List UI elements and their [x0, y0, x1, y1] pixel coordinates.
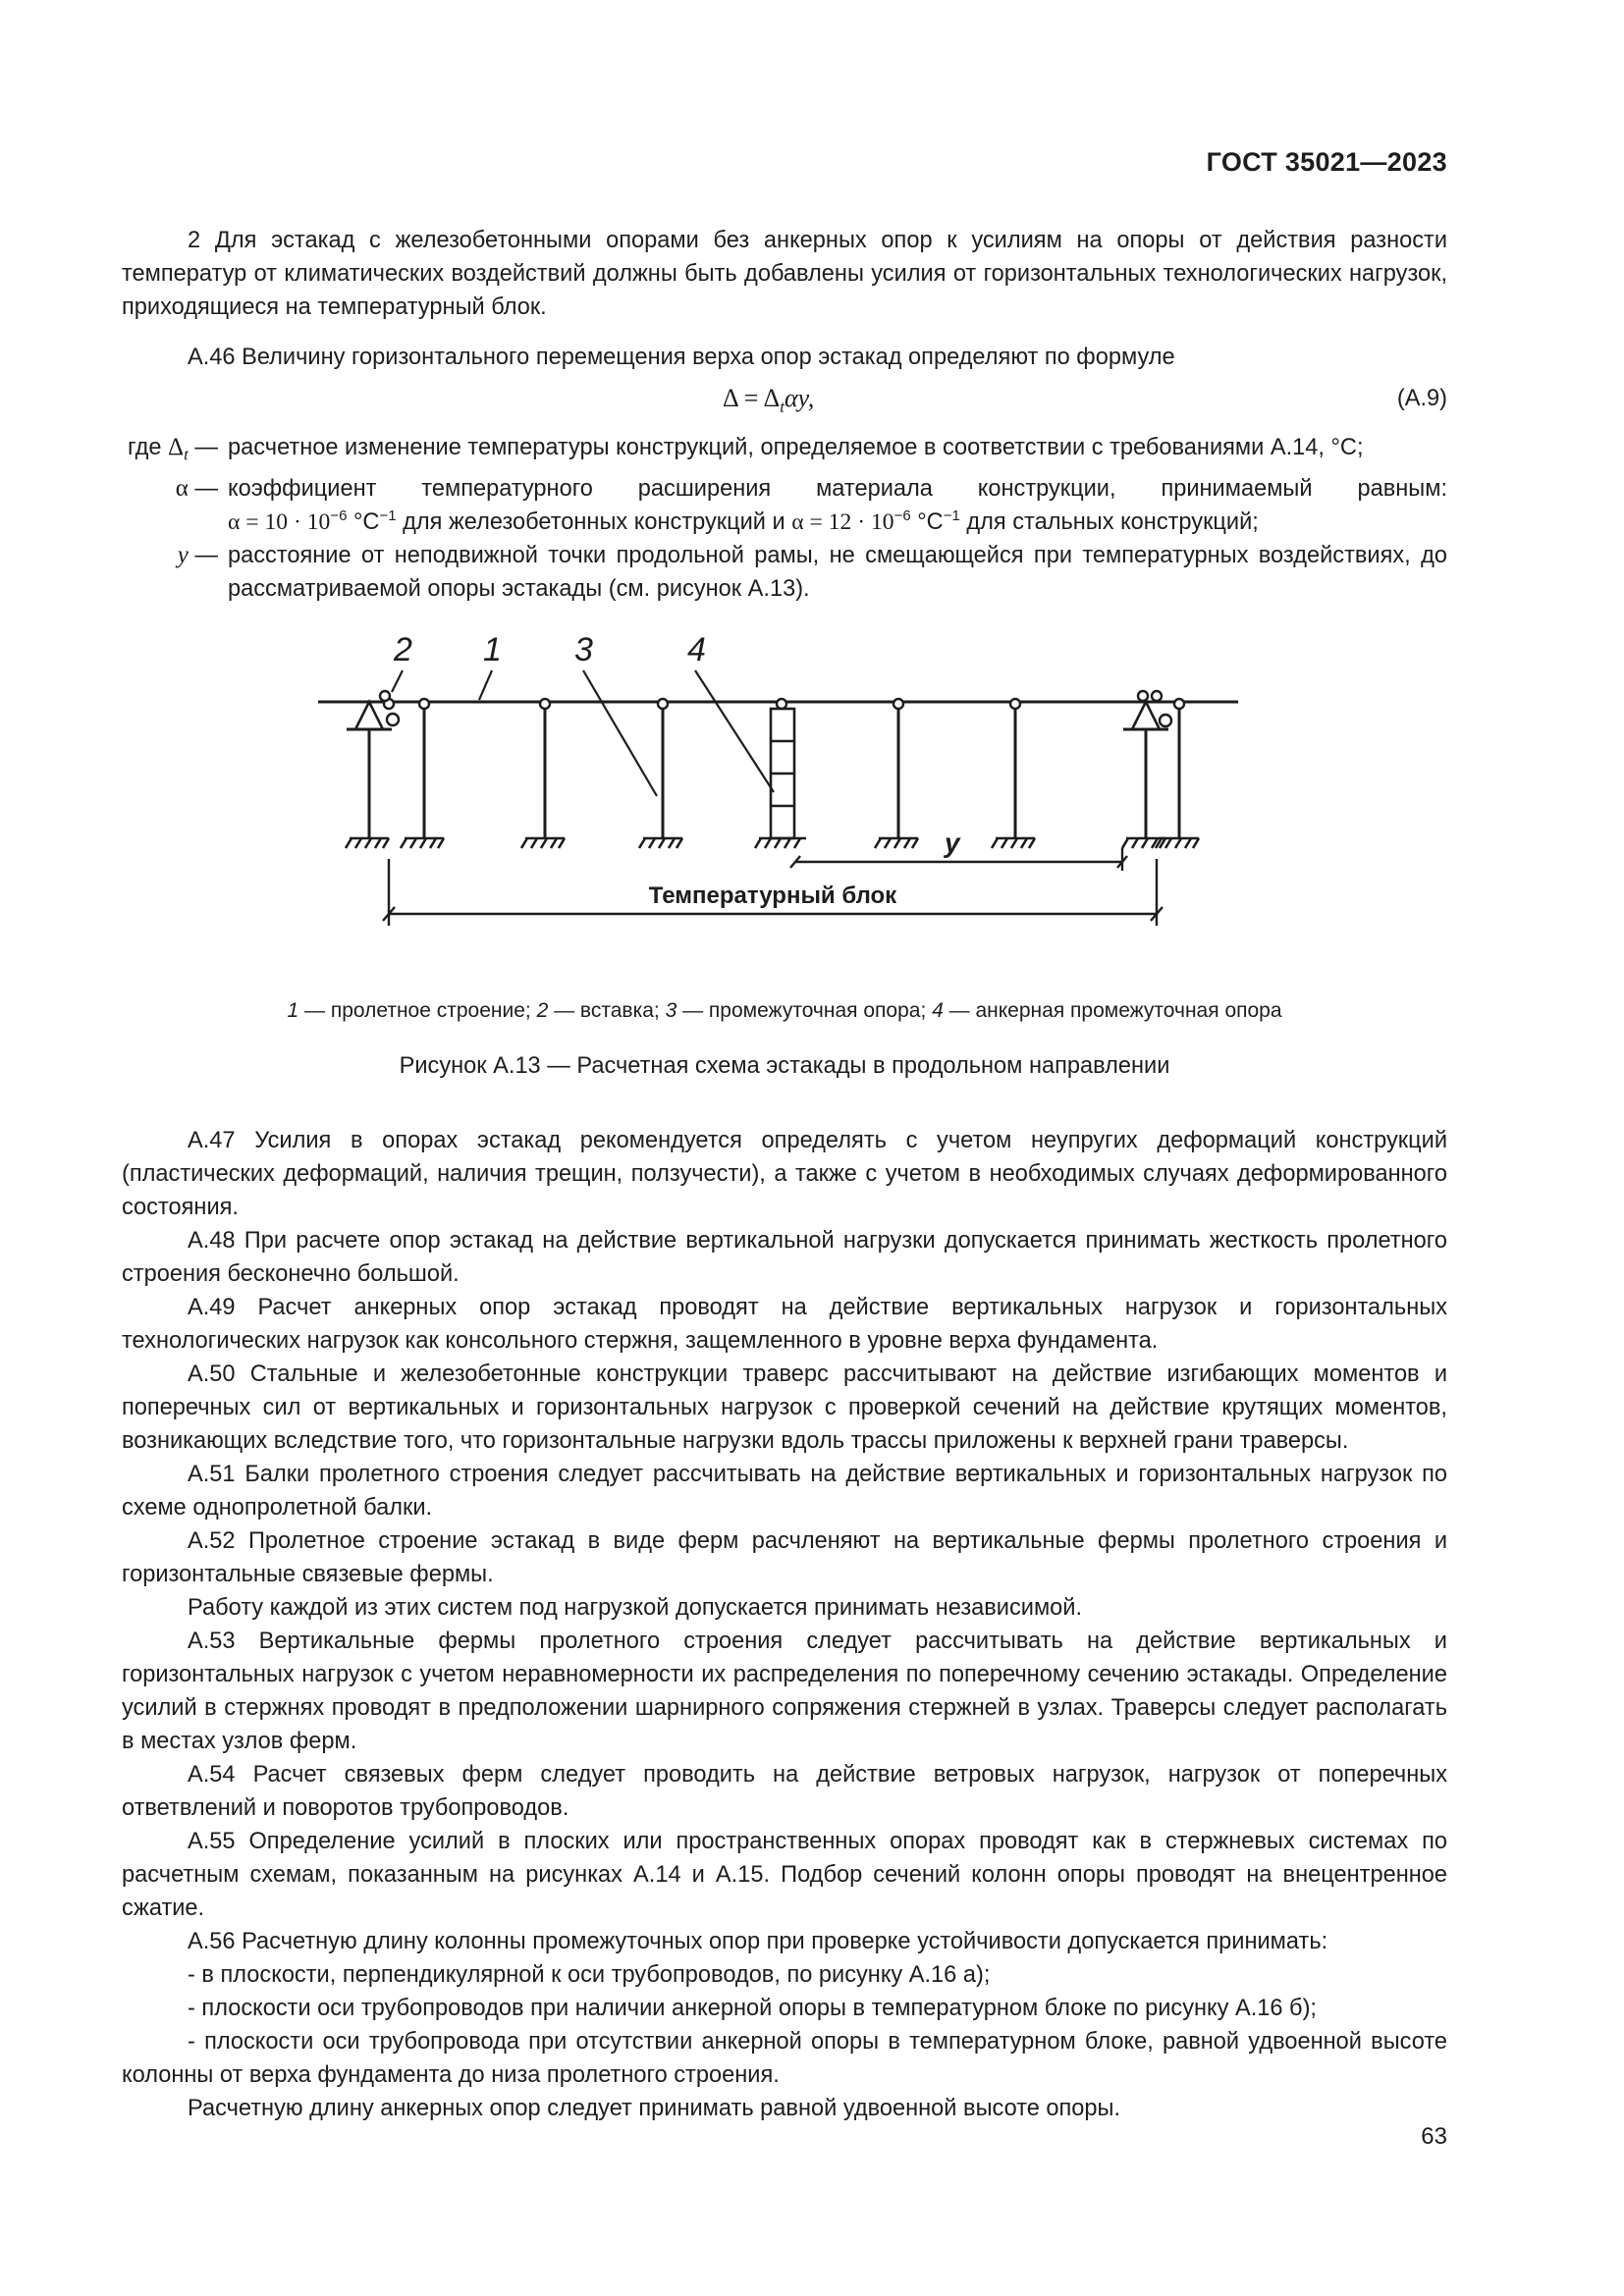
right-bearing-icon: [1123, 691, 1171, 729]
formula-a9: [122, 380, 1447, 423]
paragraph-a54: А.54 Расчет связевых ферм следует проводить на действие ветровых нагрузок, нагрузок от поперечных ответвлений и поворотов трубопроводов.: [122, 1761, 1447, 1821]
list-item: - в плоскости, перпендикулярной к оси трубопроводов, по рисунку А.16 а);: [188, 1961, 991, 1988]
paragraph-a52: А.52 Пролетное строение эстакад в виде ферм расчленяют на вертикальные фермы пролетного строения и горизонтальные связевые фермы.: [122, 1527, 1447, 1587]
list-item: - плоскости оси трубопроводов при наличии анкерной опоры в температурном блоке по рисунку А.16 б);: [188, 1995, 1317, 2021]
label-1: 1: [483, 630, 502, 668]
paragraph-anchor-length: Расчетную длину анкерных опор следует принимать равной удвоенной высоте опоры.: [188, 2095, 1121, 2121]
standard-code: ГОСТ 35021—2023: [1206, 147, 1447, 177]
where-item-y: y — расстояние от неподвижной точки продольной рамы, не смещающейся при температурных воздействиях, до рассматриваемой опоры эстакады (см. рисунок А.13).: [177, 541, 1447, 602]
paragraph-a53: А.53 Вертикальные фермы пролетного строения следует рассчитывать на действие вертикальных и горизонтальных нагрузок с учетом неравномерности их распределения по поперечному сечению эстакады. Определение усилий в стержнях проводят в предположении шарнирного сопряжения стержней в узлах. Траверсы следует располагать в местах узлов ферм.: [122, 1628, 1447, 1754]
page-number: 63: [1421, 2123, 1447, 2150]
figure-a13: [122, 619, 1447, 985]
where-item-dt: где $\Delta_t$ — расчетное изменение температуры конструкций, определяемое в соответствии с требованиями А.14, °C;: [128, 434, 1364, 464]
list-item: - плоскости оси трубопровода при отсутствии анкерной опоры в температурном блоке, равной удвоенной высоте колонны от верха фундамента до низа пролетного строения.: [122, 2028, 1447, 2088]
left-bearing-icon: [347, 691, 399, 729]
formula: $\Delta = \Delta_t\alpha y$,: [723, 384, 815, 417]
paragraph-a55: А.55 Определение усилий в плоских или пространственных опорах проводят как в стержневых системах по расчетным схемам, показанным на рисунках А.14 и А.15. Подбор сечений колонн опоры проводят на внецентренное сжатие.: [122, 1828, 1447, 1921]
foundations: [346, 838, 1199, 848]
label-4: 4: [687, 630, 706, 668]
where-list: [122, 431, 1447, 606]
paragraph-independent: Работу каждой из этих систем под нагрузкой допускается принимать независимой.: [188, 1594, 1083, 1621]
formula-number: (А.9): [1396, 386, 1447, 411]
intro-note: 2 Для эстакад с железобетонными опорами без анкерных опор к усилиям на опоры от действия разности температур от климатических воздействий должны быть добавлены усилия от горизонтальных технологических нагрузок, приходящиеся на температурный блок.: [122, 228, 1447, 320]
paragraph-a51: А.51 Балки пролетного строения следует рассчитывать на действие вертикальных и горизонтальных нагрузок по схеме однопролетной балки.: [122, 1461, 1447, 1521]
figure-caption: Рисунок А.13 — Расчетная схема эстакады в продольном направлении: [399, 1052, 1170, 1079]
paragraph-a46: А.46 Величину горизонтального перемещения верха опор эстакад определяют по формуле: [188, 345, 1175, 370]
trestle-diagram: [122, 619, 1447, 985]
anchor-support: [771, 709, 794, 838]
label-2: 2: [394, 630, 412, 668]
where-item-alpha: α — коэффициент температурного расширения материала конструкции, принимаемый равным: $\alpha = 10 \cdot 10^{-6}$ $^\circ C^{-1}$ для железобетонных конструкций и $\alpha = 12 \cdot 10^{-6}$ $^\circ C^{-1}$ для стальных конструкций;: [175, 474, 1447, 535]
paragraph-a48: А.48 При расчете опор эстакад на действие вертикальной нагрузки допускается принимать жесткость пролетного строения бесконечно большой.: [122, 1227, 1447, 1287]
figure-legend: 1 — пролетное строение; 2 — вставка; 3 — промежуточная опора; 4 — анкерная промежуточная опора: [287, 998, 1282, 1022]
paragraph-a47: А.47 Усилия в опорах эстакад рекомендуется определять с учетом неупругих деформаций конструкций (пластических деформаций, наличия трещин, ползучести), а также с учетом в необходимых случаях деформированного состояния.: [122, 1127, 1447, 1220]
paragraph-a50: А.50 Стальные и железобетонные конструкции траверс рассчитывают на действие изгибающих моментов и поперечных сил от вертикальных и горизонтальных нагрузок с проверкой сечений на действие крутящих моментов, возникающих вследствие того, что горизонтальные нагрузки вдоль трассы приложены к верхней грани траверсы.: [122, 1361, 1447, 1454]
label-3: 3: [574, 630, 593, 668]
paragraph-a56: А.56 Расчетную длину колонны промежуточных опор при проверке устойчивости допускается принимать:: [188, 1928, 1328, 1954]
page-body: [122, 224, 1447, 2125]
temperature-block-label: Температурный блок: [648, 881, 897, 909]
label-y: y: [945, 827, 960, 858]
label-leaders: [392, 670, 774, 796]
paragraph-a49: А.49 Расчет анкерных опор эстакад проводят на действие вертикальных нагрузок и горизонтальных технологических нагрузок как консольного стержня, защемленного в уровне верха фундамента.: [122, 1294, 1447, 1354]
